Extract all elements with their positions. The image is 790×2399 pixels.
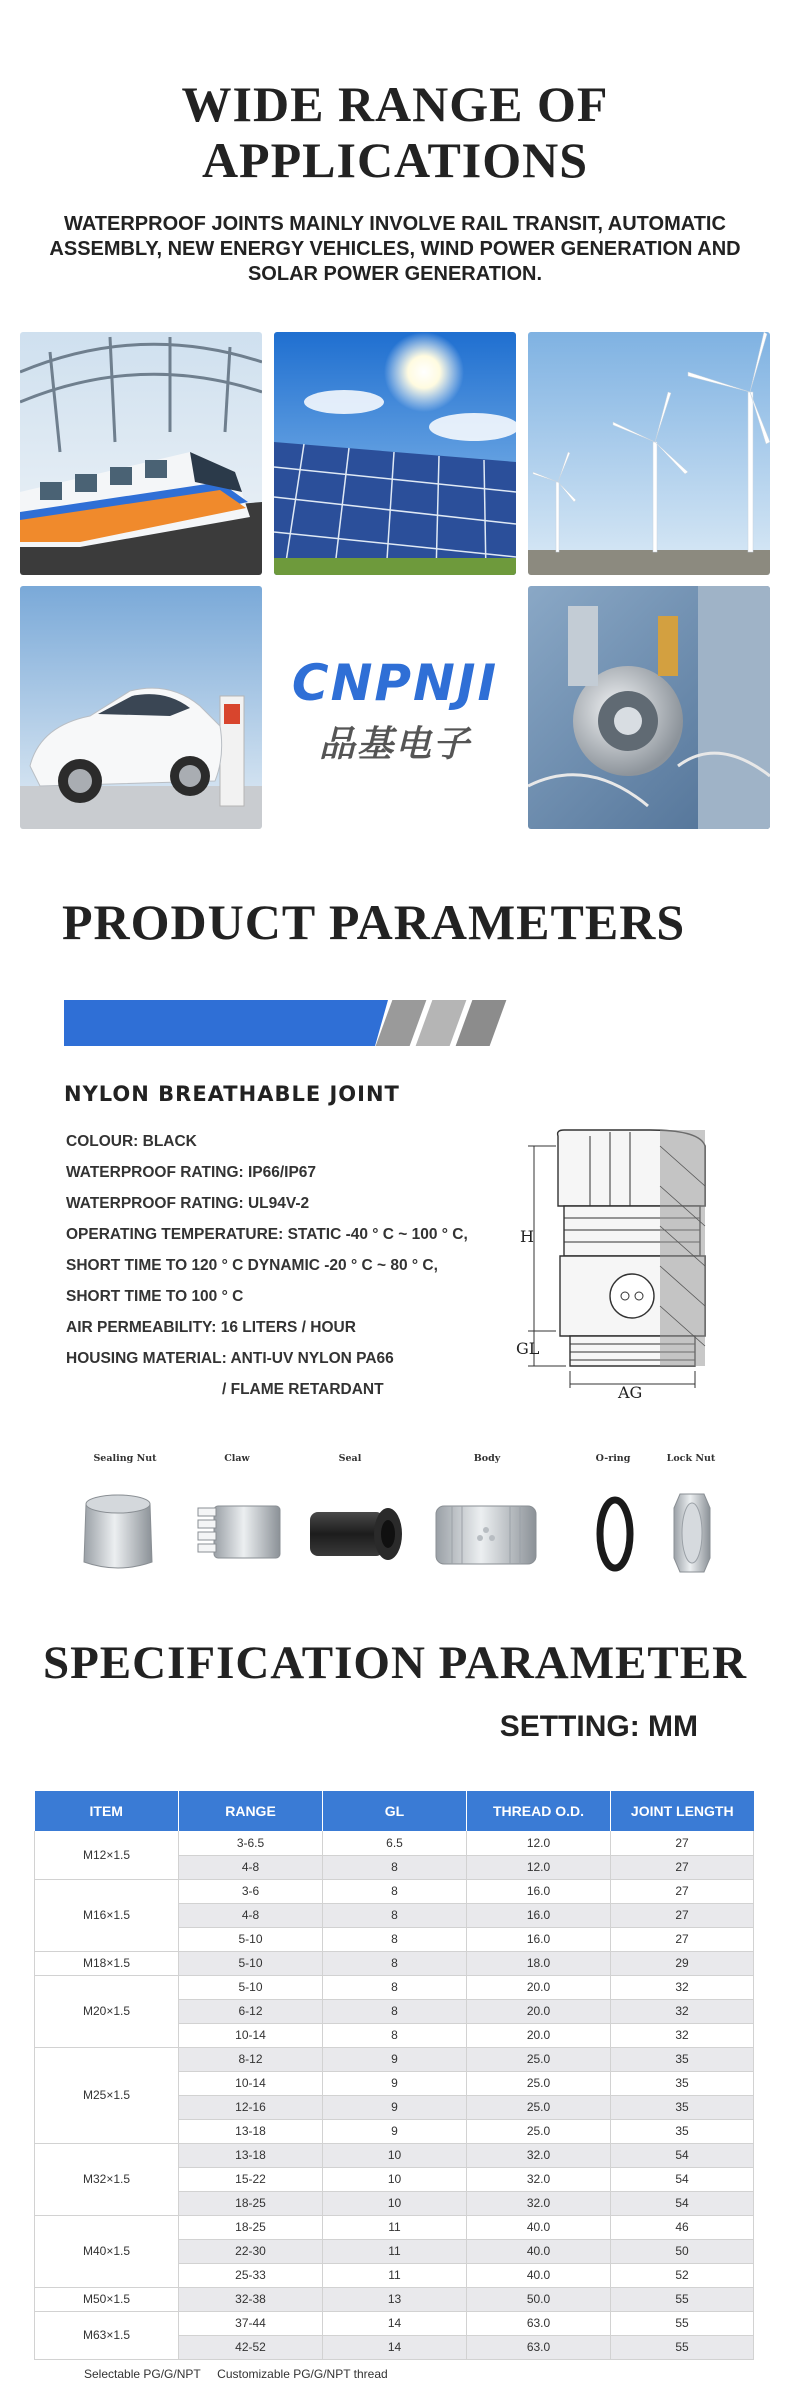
company-logo [274,586,516,834]
cell-item: M18×1.5 [35,1951,179,1975]
cell-thread-od: 32.0 [467,2167,611,2191]
cell-thread-od: 63.0 [467,2311,611,2335]
cell-range: 13-18 [179,2143,323,2167]
joint-name: NYLON BREATHABLE JOINT [64,1082,400,1106]
cell-joint-length: 55 [611,2287,754,2311]
cell-joint-length: 35 [611,2047,754,2071]
body-image [432,1494,542,1574]
cell-range: 37-44 [179,2311,323,2335]
cell-item: M50×1.5 [35,2287,179,2311]
spec-colour: COLOUR: BLACK [66,1133,197,1150]
diagram-label-h: H [520,1227,534,1246]
cell-thread-od: 12.0 [467,1831,611,1855]
applications-title [0,76,790,188]
diagram-label-gl: GL [516,1339,540,1358]
cell-gl: 8 [323,1975,467,1999]
cell-joint-length: 27 [611,1855,754,1879]
sealing-nut-image [80,1484,156,1574]
o-ring-image [596,1494,634,1574]
cell-thread-od: 50.0 [467,2287,611,2311]
electric-vehicle-photo [20,586,262,829]
cell-range: 22-30 [179,2239,323,2263]
spec-short-time-dynamic: SHORT TIME TO 120 ° C DYNAMIC -20 ° C ~ 80 ° C, [66,1257,438,1274]
cell-range: 18-25 [179,2191,323,2215]
product-parameters-title: PRODUCT PARAMETERS [62,894,686,950]
part-label-lock-nut: Lock Nut [666,1453,716,1464]
unit-setting: SETTING: MM [499,1710,698,1743]
spec-housing-material: HOUSING MATERIAL: ANTI-UV NYLON PA66 [66,1350,394,1367]
cell-gl: 10 [323,2167,467,2191]
claw-image [196,1500,284,1562]
cell-item: M32×1.5 [35,2143,179,2215]
cell-joint-length: 32 [611,1975,754,1999]
cell-gl: 10 [323,2191,467,2215]
cell-gl: 9 [323,2119,467,2143]
cell-item: M25×1.5 [35,2047,179,2143]
table-row [35,2215,754,2239]
cell-thread-od: 32.0 [467,2143,611,2167]
cell-range: 8-12 [179,2047,323,2071]
cell-range: 42-52 [179,2335,323,2359]
cell-thread-od: 25.0 [467,2095,611,2119]
header-joint-length: JOINT LENGTH [611,1791,754,1831]
cell-thread-od: 16.0 [467,1927,611,1951]
cell-joint-length: 27 [611,1879,754,1903]
cell-joint-length: 50 [611,2239,754,2263]
specification-title: SPECIFICATION PARAMETER [42,1637,748,1689]
cell-joint-length: 54 [611,2191,754,2215]
cell-gl: 13 [323,2287,467,2311]
cell-gl: 14 [323,2335,467,2359]
cell-range: 4-8 [179,1903,323,1927]
rail-transit-photo [20,332,262,575]
cell-thread-od: 25.0 [467,2047,611,2071]
part-label-o-ring: O-ring [595,1453,631,1464]
cell-gl: 8 [323,1951,467,1975]
part-label-sealing-nut: Sealing Nut [93,1453,157,1464]
solar-panels-photo [274,332,516,575]
cell-range: 32-38 [179,2287,323,2311]
part-label-seal: Seal [338,1453,362,1464]
spec-waterproof-rating: WATERPROOF RATING: IP66/IP67 [66,1164,317,1181]
cell-joint-length: 29 [611,1951,754,1975]
cell-item: M63×1.5 [35,2311,179,2359]
cell-thread-od: 32.0 [467,2191,611,2215]
table-row [35,1951,754,1975]
applications-subtitle: WATERPROOF JOINTS MAINLY INVOLVE RAIL TRANSIT, AUTOMATIC ASSEMBLY, NEW ENERGY VEHICLES, WIND POWER GENERATION AND SOLAR POWER GENERATION. [49,213,741,285]
cell-joint-length: 27 [611,1903,754,1927]
lock-nut-image [672,1488,712,1578]
table-row [35,2287,754,2311]
header-gl: GL [323,1791,467,1831]
cell-gl: 9 [323,2071,467,2095]
table-row [35,1879,754,1903]
cell-joint-length: 35 [611,2071,754,2095]
specification-table [34,1791,754,2360]
cell-thread-od: 16.0 [467,1903,611,1927]
cell-joint-length: 27 [611,1927,754,1951]
cell-thread-od: 25.0 [467,2071,611,2095]
cell-thread-od: 40.0 [467,2239,611,2263]
cell-range: 15-22 [179,2167,323,2191]
cell-gl: 8 [323,1879,467,1903]
cell-item: M40×1.5 [35,2215,179,2287]
section-accent-bar [64,1000,388,1046]
cell-gl: 10 [323,2143,467,2167]
cell-gl: 8 [323,1855,467,1879]
cell-thread-od: 12.0 [467,1855,611,1879]
cell-thread-od: 63.0 [467,2335,611,2359]
spec-air-permeability: AIR PERMEABILITY: 16 LITERS / HOUR [66,1319,356,1336]
applications-title-line1: WIDE RANGE OF [181,76,609,132]
cell-item: M12×1.5 [35,1831,179,1879]
part-label-body: Body [473,1453,501,1464]
cell-gl: 8 [323,1903,467,1927]
cell-range: 3-6.5 [179,1831,323,1855]
cell-thread-od: 16.0 [467,1879,611,1903]
cell-joint-length: 54 [611,2167,754,2191]
header-range: RANGE [179,1791,323,1831]
spec-flame-retardant: / FLAME RETARDANT [222,1381,384,1398]
cell-gl: 9 [323,2095,467,2119]
cell-range: 4-8 [179,1855,323,1879]
cell-gl: 14 [323,2311,467,2335]
cell-joint-length: 52 [611,2263,754,2287]
cell-range: 5-10 [179,1975,323,1999]
logo-text-en: CNPNJI [291,653,499,712]
table-header-row [35,1791,754,1831]
cell-range: 13-18 [179,2119,323,2143]
cell-joint-length: 55 [611,2335,754,2359]
cell-item: M16×1.5 [35,1879,179,1951]
cell-thread-od: 18.0 [467,1951,611,1975]
table-row [35,2143,754,2167]
cell-range: 5-10 [179,1927,323,1951]
diagram-label-ag: AG [618,1383,643,1402]
applications-title-line2: APPLICATIONS [201,132,589,188]
thread-note: Selectable PG/G/NPT Customizable PG/G/NPT thread [84,2367,388,2381]
spec-flame-rating: WATERPROOF RATING: UL94V-2 [66,1195,310,1212]
seal-image [308,1504,404,1562]
cell-gl: 11 [323,2263,467,2287]
cell-joint-length: 46 [611,2215,754,2239]
cell-joint-length: 55 [611,2311,754,2335]
cell-thread-od: 25.0 [467,2119,611,2143]
cell-range: 12-16 [179,2095,323,2119]
cell-joint-length: 35 [611,2095,754,2119]
cell-gl: 8 [323,1927,467,1951]
cell-joint-length: 32 [611,1999,754,2023]
cell-item: M20×1.5 [35,1975,179,2047]
table-row [35,2047,754,2071]
cell-gl: 11 [323,2239,467,2263]
cell-thread-od: 20.0 [467,2023,611,2047]
part-label-claw: Claw [224,1453,250,1464]
spec-short-time: SHORT TIME TO 100 ° C [66,1288,244,1305]
table-row [35,2311,754,2335]
spec-operating-temperature: OPERATING TEMPERATURE: STATIC -40 ° C ~ 100 ° C, [66,1226,468,1243]
cell-gl: 8 [323,1999,467,2023]
joint-technical-drawing [500,1126,730,1402]
automatic-assembly-photo [528,586,770,829]
cell-thread-od: 40.0 [467,2215,611,2239]
specification-table-body [35,1831,754,2359]
cell-range: 6-12 [179,1999,323,2023]
cell-joint-length: 54 [611,2143,754,2167]
header-item: ITEM [35,1791,179,1831]
cell-gl: 9 [323,2047,467,2071]
cell-joint-length: 27 [611,1831,754,1855]
cell-gl: 8 [323,2023,467,2047]
cell-joint-length: 35 [611,2119,754,2143]
cell-joint-length: 32 [611,2023,754,2047]
logo-text-cn: 品基电子 [318,723,471,765]
table-row [35,1975,754,1999]
table-row [35,1831,754,1855]
cell-thread-od: 40.0 [467,2263,611,2287]
cell-thread-od: 20.0 [467,1999,611,2023]
cell-range: 25-33 [179,2263,323,2287]
cell-thread-od: 20.0 [467,1975,611,1999]
cell-range: 10-14 [179,2023,323,2047]
cell-range: 18-25 [179,2215,323,2239]
cell-range: 3-6 [179,1879,323,1903]
cell-gl: 6.5 [323,1831,467,1855]
cell-range: 10-14 [179,2071,323,2095]
wind-turbines-photo [528,332,770,575]
cell-range: 5-10 [179,1951,323,1975]
header-thread-od: THREAD O.D. [467,1791,611,1831]
cell-gl: 11 [323,2215,467,2239]
